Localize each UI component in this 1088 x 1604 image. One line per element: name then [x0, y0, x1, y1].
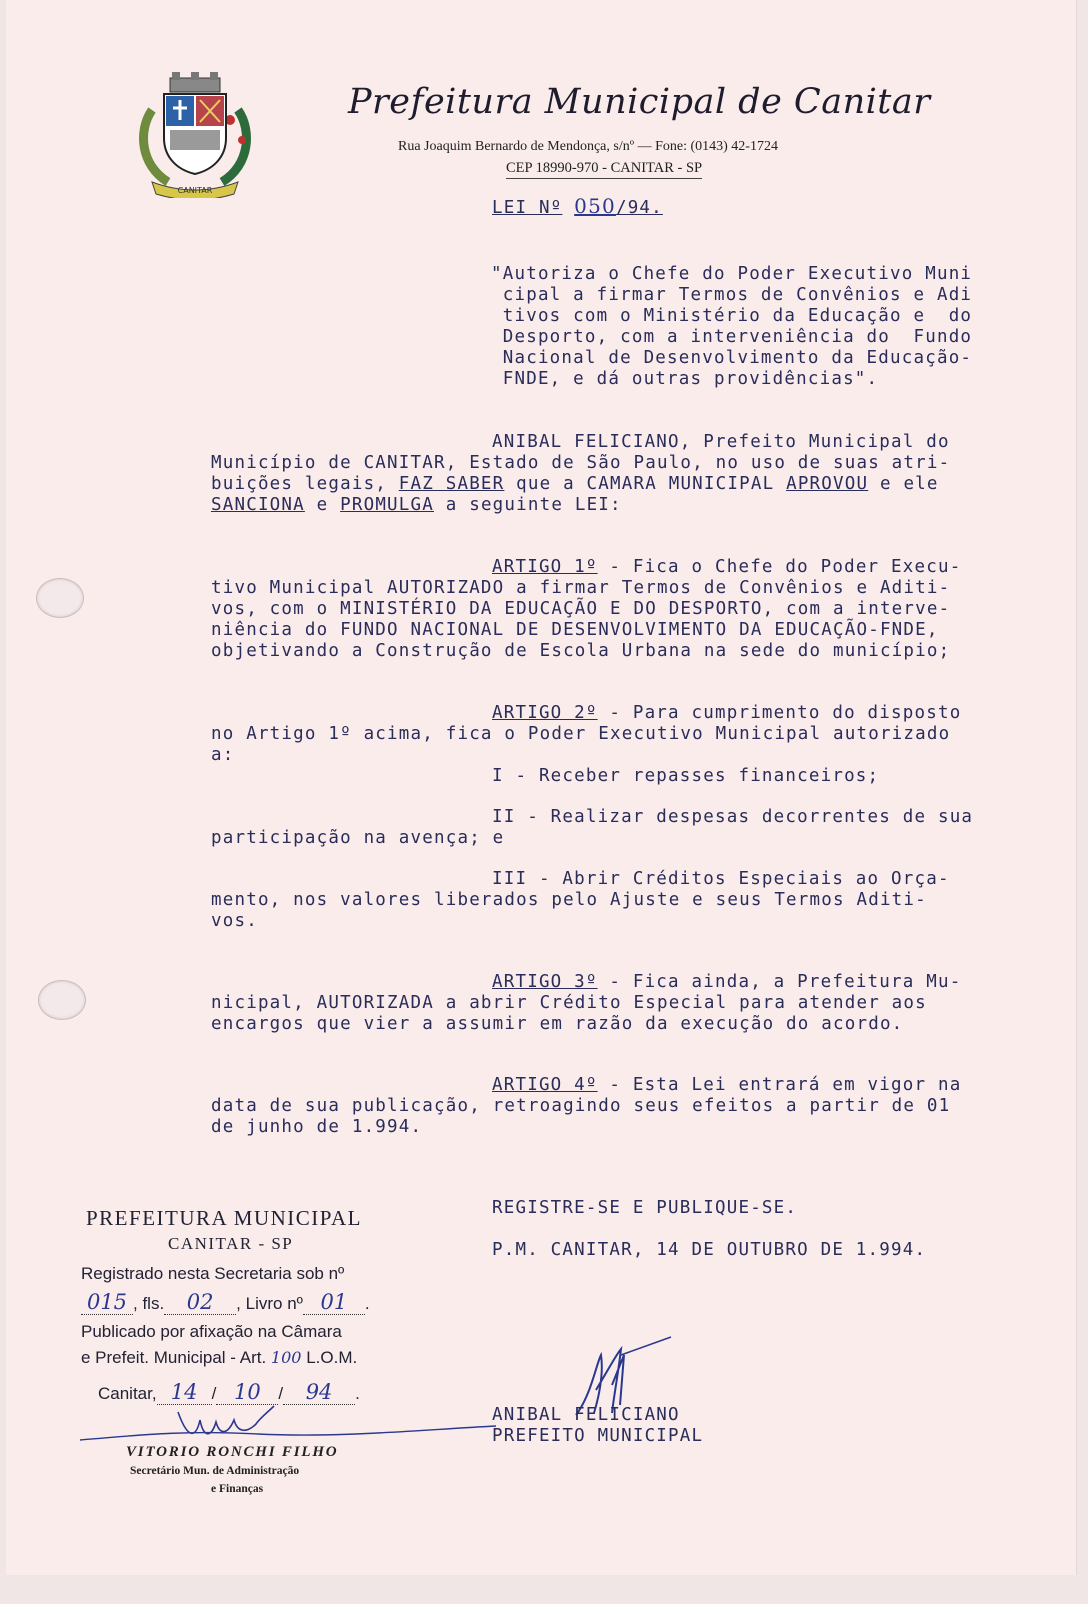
svg-text:CANITAR: CANITAR: [177, 186, 213, 195]
registre-publique: REGISTRE-SE E PUBLIQUE-SE.: [492, 1198, 798, 1218]
article-line: no Artigo 1º acima, fica o Poder Executivo Municipal autorizado: [211, 724, 951, 744]
article-line: niência do FUNDO NACIONAL DE DESENVOLVIMENTO DA EDUCAÇÃO-FNDE,: [211, 620, 939, 640]
article-line: objetivando a Construção de Escola Urbana na sede do município;: [211, 641, 951, 661]
stamp-book-line: 015 , fls. 02 , Livro nº 01 .: [81, 1290, 370, 1315]
article-line: participação na avença; e: [211, 828, 505, 848]
signer-role: PREFEITO MUNICIPAL: [492, 1426, 704, 1446]
preamble-line: Município de CANITAR, Estado de São Paulo, no uso de suas atri-: [211, 453, 951, 473]
secretary-role-cont: e Finanças: [211, 1483, 264, 1495]
document-page: [6, 0, 1077, 1575]
preamble-line: buições legais, FAZ SABER que a CAMARA MUNICIPAL APROVOU e ele: [211, 474, 939, 494]
ementa-line: "Autoriza o Chefe do Poder Executivo Muni: [491, 264, 973, 284]
stamp-subtitle: CANITAR - SP: [168, 1234, 294, 1253]
article-line: a:: [211, 745, 235, 765]
article-line: data de sua publicação, retroagindo seus efeitos a partir de 01: [211, 1096, 951, 1116]
registration-number: 015: [81, 1290, 133, 1315]
ementa-line: Desporto, com a interveniência do Fundo: [491, 327, 973, 347]
stamp-publication-line: Publicado por afixação na Câmara: [81, 1322, 342, 1341]
stamp-article-line: e Prefeit. Municipal - Art. 100 L.O.M.: [81, 1348, 358, 1367]
article-item: I - Receber repasses financeiros;: [492, 766, 880, 786]
article-heading: ARTIGO 1º - Fica o Chefe do Poder Execu-: [492, 557, 962, 577]
stamp-title: PREFEITURA MUNICIPAL: [86, 1206, 363, 1230]
hole-punch: [38, 980, 86, 1020]
article-line: encargos que vier a assumir em razão da execução do acordo.: [211, 1014, 904, 1034]
address-line: Rua Joaquim Bernardo de Mendonça, s/nº — Fone: (0143) 42-1724: [398, 139, 778, 154]
secretary-signature-mark: [78, 1400, 498, 1450]
signer-name: ANIBAL FELICIANO: [492, 1405, 680, 1425]
article-line: mento, nos valores liberados pelo Ajuste e seus Termos Aditi-: [211, 890, 927, 910]
coat-of-arms-logo: [130, 70, 260, 198]
article-line: tivo Municipal AUTORIZADO a firmar Termos de Convênios e Aditi-: [211, 578, 951, 598]
article-line: nicipal, AUTORIZADA a abrir Crédito Especial para atender aos: [211, 993, 927, 1013]
ementa-line: Nacional de Desenvolvimento da Educação-: [491, 348, 973, 368]
secretary-role: Secretário Mun. de Administração: [130, 1465, 300, 1477]
page-title: Prefeitura Municipal de Canitar: [348, 82, 931, 122]
ementa-line: cipal a firmar Termos de Convênios e Adi: [491, 285, 973, 305]
article-line: vos, com o MINISTÉRIO DA EDUCAÇÃO E DO DESPORTO, com a interve-: [211, 599, 951, 619]
preamble-line: ANIBAL FELICIANO, Prefeito Municipal do: [492, 432, 950, 452]
issue-date: P.M. CANITAR, 14 DE OUTUBRO DE 1.994.: [492, 1240, 927, 1260]
ementa-line: FNDE, e dá outras providências".: [491, 369, 879, 389]
article-heading: ARTIGO 4º - Esta Lei entrará em vigor na: [492, 1075, 962, 1095]
article-item: II - Realizar despesas decorrentes de sua: [492, 807, 974, 827]
stamp-date-line: Canitar, 14 / 10 / 94 .: [98, 1380, 360, 1404]
article-line: de junho de 1.994.: [211, 1117, 423, 1137]
ementa-line: tivos com o Ministério da Educação e do: [491, 306, 973, 326]
lom-article-number: 100: [270, 1348, 302, 1367]
law-number: LEI Nº 050/94.: [492, 194, 663, 218]
secretary-name: VITORIO RONCHI FILHO: [126, 1444, 339, 1460]
stamp-registration-line: Registrado nesta Secretaria sob nº: [81, 1264, 345, 1283]
cep-line: CEP 18990-970 - CANITAR - SP: [506, 160, 702, 179]
article-line: vos.: [211, 911, 258, 931]
article-heading: ARTIGO 3º - Fica ainda, a Prefeitura Mu-: [492, 972, 962, 992]
article-heading: ARTIGO 2º - Para cumprimento do disposto: [492, 703, 962, 723]
hole-punch: [36, 578, 84, 618]
article-item: III - Abrir Créditos Especiais ao Orça-: [492, 869, 950, 889]
book-number: 01: [303, 1290, 365, 1315]
folio-number: 02: [164, 1290, 236, 1315]
preamble-line: SANCIONA e PROMULGA a seguinte LEI:: [211, 495, 622, 515]
